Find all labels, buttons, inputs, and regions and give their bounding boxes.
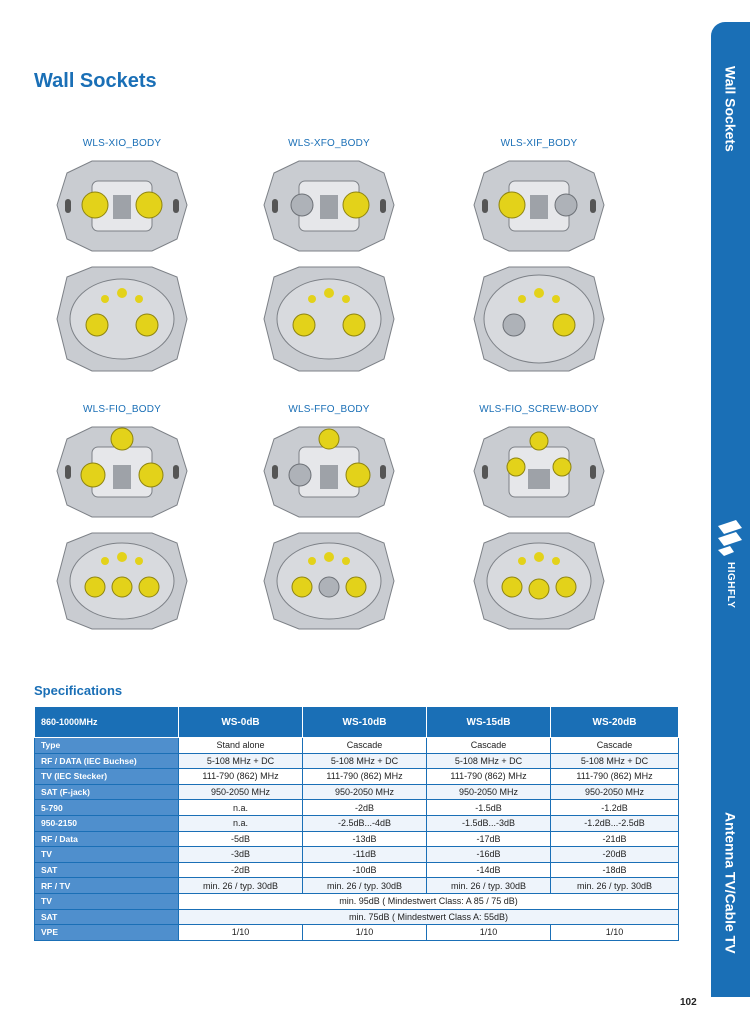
table-cell: -18dB <box>551 862 679 878</box>
highfly-logo-icon <box>714 518 747 558</box>
table-row <box>35 909 679 925</box>
table-cell: -16dB <box>427 847 551 863</box>
table-cell: min. 26 / typ. 30dB <box>427 878 551 894</box>
socket-back-image <box>47 263 197 375</box>
table-row <box>35 831 679 847</box>
specifications-heading: Specifications <box>34 683 123 698</box>
table-cell: 5-108 MHz + DC <box>427 753 551 769</box>
row-label: TV <box>35 893 179 909</box>
table-cell: -10dB <box>303 862 427 878</box>
table-cell: 111-790 (862) MHz <box>551 769 679 785</box>
table-cell: 5-108 MHz + DC <box>551 753 679 769</box>
table-row <box>35 862 679 878</box>
table-cell: 1/10 <box>179 925 303 941</box>
row-label: SAT <box>35 862 179 878</box>
table-cell: -1.2dB <box>551 800 679 816</box>
table-cell: 5-108 MHz + DC <box>303 753 427 769</box>
row-label: SAT <box>35 909 179 925</box>
table-cell: Stand alone <box>179 738 303 754</box>
specifications-table <box>34 706 679 941</box>
table-cell: -1.5dB...-3dB <box>427 815 551 831</box>
product-label: WLS-XIO_BODY <box>82 138 162 149</box>
socket-front-image <box>254 421 404 523</box>
table-row <box>35 800 679 816</box>
column-header: WS-0dB <box>179 707 303 738</box>
table-cell: -1.5dB <box>427 800 551 816</box>
row-label: TV (IEC Stecker) <box>35 769 179 785</box>
table-cell-merged: min. 75dB ( Mindestwert Class A: 55dB) <box>179 909 679 925</box>
socket-front-image <box>464 155 614 257</box>
sidebar-section-title: Wall Sockets <box>722 66 739 152</box>
socket-back-image <box>464 263 614 375</box>
table-row <box>35 925 679 941</box>
table-cell: 111-790 (862) MHz <box>303 769 427 785</box>
table-cell: -13dB <box>303 831 427 847</box>
table-cell: n.a. <box>179 815 303 831</box>
table-cell: -17dB <box>427 831 551 847</box>
product-label: WLS-FIO_SCREW-BODY <box>479 404 599 415</box>
table-cell: -20dB <box>551 847 679 863</box>
table-cell: -2dB <box>179 862 303 878</box>
socket-back-image <box>47 529 197 633</box>
socket-back-image <box>254 529 404 633</box>
table-row <box>35 784 679 800</box>
product-label: WLS-FIO_BODY <box>83 404 161 415</box>
column-header: WS-20dB <box>551 707 679 738</box>
column-header: WS-10dB <box>303 707 427 738</box>
table-cell: 950-2050 MHz <box>551 784 679 800</box>
table-cell: -2.5dB...-4dB <box>303 815 427 831</box>
row-label: RF / DATA (IEC Buchse) <box>35 753 179 769</box>
table-cell: Cascade <box>427 738 551 754</box>
table-cell: 950-2050 MHz <box>427 784 551 800</box>
socket-front-image <box>254 155 404 257</box>
table-cell: -2dB <box>303 800 427 816</box>
table-cell: min. 26 / typ. 30dB <box>303 878 427 894</box>
table-row <box>35 815 679 831</box>
table-row <box>35 878 679 894</box>
table-cell-merged: min. 95dB ( Mindestwert Class: A 85 / 75 dB) <box>179 893 679 909</box>
socket-front-image <box>47 155 197 257</box>
row-label: 5-790 <box>35 800 179 816</box>
product-label: WLS-XFO_BODY <box>288 138 370 149</box>
socket-front-image <box>464 421 614 523</box>
socket-front-image <box>47 421 197 523</box>
table-cell: 1/10 <box>303 925 427 941</box>
column-header: 860-1000MHz <box>35 707 179 738</box>
product-card <box>449 138 629 375</box>
row-label: VPE <box>35 925 179 941</box>
table-cell: 1/10 <box>427 925 551 941</box>
table-cell: -21dB <box>551 831 679 847</box>
row-label: 950-2150 <box>35 815 179 831</box>
row-label: RF / Data <box>35 831 179 847</box>
table-cell: Cascade <box>551 738 679 754</box>
product-card <box>32 138 212 375</box>
table-cell: -5dB <box>179 831 303 847</box>
row-label: TV <box>35 847 179 863</box>
sidebar-category: Antenna TV/Cable TV <box>722 812 739 954</box>
sidebar-band <box>711 22 750 997</box>
table-cell: -3dB <box>179 847 303 863</box>
column-header: WS-15dB <box>427 707 551 738</box>
table-cell: min. 26 / typ. 30dB <box>551 878 679 894</box>
table-row <box>35 769 679 785</box>
product-card <box>449 404 629 633</box>
table-row <box>35 753 679 769</box>
brand-name: HIGHFLY <box>725 561 736 609</box>
table-cell: -11dB <box>303 847 427 863</box>
table-row <box>35 738 679 754</box>
table-cell: 950-2050 MHz <box>303 784 427 800</box>
product-label: WLS-FFO_BODY <box>288 404 370 415</box>
table-cell: -1.2dB...-2.5dB <box>551 815 679 831</box>
product-label: WLS-XIF_BODY <box>500 138 578 149</box>
table-cell: 111-790 (862) MHz <box>179 769 303 785</box>
table-cell: Cascade <box>303 738 427 754</box>
row-label: SAT (F-jack) <box>35 784 179 800</box>
table-header-row <box>35 707 679 738</box>
table-cell: n.a. <box>179 800 303 816</box>
table-cell: 5-108 MHz + DC <box>179 753 303 769</box>
table-cell: -14dB <box>427 862 551 878</box>
page-title: Wall Sockets <box>34 70 157 92</box>
table-cell: min. 26 / typ. 30dB <box>179 878 303 894</box>
page-number: 102 <box>680 997 697 1008</box>
socket-back-image <box>464 529 614 633</box>
table-row <box>35 847 679 863</box>
table-cell: 1/10 <box>551 925 679 941</box>
socket-back-image <box>254 263 404 375</box>
product-card <box>239 138 419 375</box>
table-cell: 950-2050 MHz <box>179 784 303 800</box>
product-card <box>239 404 419 633</box>
table-cell: 111-790 (862) MHz <box>427 769 551 785</box>
product-card <box>32 404 212 633</box>
table-row <box>35 893 679 909</box>
row-label: RF / TV <box>35 878 179 894</box>
row-label: Type <box>35 738 179 754</box>
